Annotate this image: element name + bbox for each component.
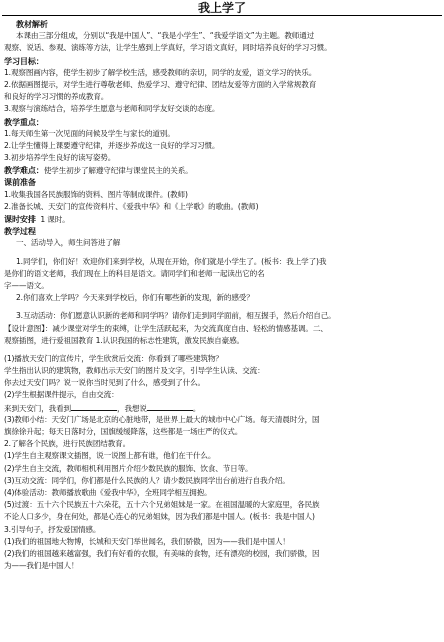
paragraph-line: 【设计意图】：减少课堂对学生的束缚，让学生活跃起来，为交流真度自由、轻松的情感基调。二、 [4, 323, 328, 333]
paragraph-line: (1)学生自主观察课文插图，说一说图上都有谁，他们在干什么。 [4, 451, 216, 461]
difficulty-line [4, 164, 440, 176]
goal-item-3: 3.观察与演练结合，培养学生愿意与老师和同学友好交谈的态度。 [4, 104, 220, 114]
paragraph-line: (5)过渡：五十六个民族五十六朵花，五十六个兄弟姐妹是一家。在祖国温暖的大家庭里，各民族 [4, 500, 320, 510]
key-point-3: 3.初步培养学生良好的读写姿势。 [4, 153, 116, 163]
document-body [4, 18, 440, 572]
paragraph-line: 1.同学们，你们好！欢迎你们来到学校，从现在开始，你们就是小学生了。(板书：我上学了)我 [16, 256, 327, 266]
prep-item-2: 2.准备长城、天安门的宣传资料片、《爱我中华》和《上学歌》的歌曲。(教师) [4, 201, 259, 211]
title-divider [2, 15, 442, 16]
paragraph-line: 观察、说话、参观、演练等方法，让学生感到上学真好，学习语文真好，同时培养良好的学习习惯。 [4, 43, 332, 53]
process-part-1: 一、活动导入，师生问答进了解 [16, 238, 121, 248]
goal-item-2-cont: 和良好的学习习惯的养成教育。 [4, 92, 109, 102]
fill-in-middle: ，我想说 [117, 403, 147, 413]
goal-item-1: 1.观察图画内容，使学生初步了解学校生活，感受教师的亲切，同学的友爱，语文学习的快乐。 [4, 67, 317, 77]
fill-in-sentence [4, 402, 440, 414]
fill-in-blank [147, 402, 193, 411]
fill-in-end: 。 [192, 403, 201, 413]
paragraph-line: 3.引导句子，抒发爱国情感。 [4, 524, 101, 534]
section-heading-key-points: 教学重点： [4, 116, 44, 127]
paragraph-line: 字——语文。 [4, 280, 49, 290]
paragraph-line: (2)学生自主交流，教师相机利用图片介绍少数民族的服饰、饮食、节日等。 [4, 463, 253, 473]
paragraph-line: 你去过天安门吗？说一说你当时见到了什么，感受到了什么。 [4, 378, 205, 388]
paragraph-line: 不论人口多少，身在何处，都是心连心的兄弟姐妹，因为我们都是中国人。(板书：我是中国人) [4, 512, 315, 522]
section-heading-analysis: 教材解析 [16, 19, 48, 29]
paragraph-line: (2)学生根据课件提示，自由交流： [4, 390, 119, 400]
paragraph-line: 2.你们喜欢上学吗？今天来到学校后，你们有哪些新的发现，新的感受？ [16, 293, 254, 303]
fill-in-prefix: 来到天安门，我看到 [4, 403, 71, 413]
section-heading-goals: 学习目标： [4, 55, 44, 66]
paragraph-line: 2.了解各个民族，进行民族团结教育。 [4, 439, 131, 449]
paragraph-line: (1)播放天安门的宣传片，学生欣赏后交流：你看到了哪些建筑物？ [4, 353, 223, 363]
paragraph-line: (1)我们的祖国地大物博，长城和天安门举世闻名，我们骄傲，因为——我们是中国人！ [4, 536, 290, 546]
paragraph-line: (3)互动交流：同学们，你们都是什么民族的人？请少数民族同学出台前进行自我介绍。 [4, 475, 290, 485]
section-heading-process: 教学过程 [4, 226, 36, 237]
prep-item-1: 1.收集我国各民族服饰的资料、图片等制成课件。(教师) [4, 189, 188, 199]
paragraph-line: 学生指出认识的建筑物，教师出示天安门的图片及文字，引导学生认读、交流： [4, 366, 265, 376]
key-point-2: 2.让学生懂得上课要遵守纪律，并逐步养成这一良好的学习习惯。 [4, 140, 220, 150]
paragraph-line: (2)我们的祖国越来越富强，我们有好看的衣服，有美味的食物，还有漂亮的校园，我们骄傲，因 [4, 548, 320, 558]
time-line [4, 213, 440, 225]
paragraph-line: 是你们的语文老师，我们现在上的科目是语文。请同学们和老师一起读出它的名 [4, 268, 265, 278]
fill-in-blank [71, 402, 117, 411]
page-title: 我上学了 [197, 1, 246, 15]
paragraph-line: (3)教师小结：天安门广场是北京的心脏地带，是世界上最大的城市中心广场。每天清晨时分，国 [4, 414, 320, 424]
time-text: 1 课时。 [40, 215, 70, 224]
section-heading-time: 课时安排 [4, 214, 36, 224]
paragraph-line: 旗徐徐升起；每天日落时分，国旗缓缓降落，这些都是一场庄严的仪式。 [4, 427, 243, 436]
paragraph-line: 3.互动活动：你们愿意认识新的老师和同学吗？请你们走到同学面前，相互握手，然后介绍自己。 [16, 311, 336, 321]
section-heading-difficulty: 教学难点： [4, 165, 44, 176]
paragraph-line: (4)体验活动：教师播放歌曲《爱我中华》，全班同学相互拥抱。 [4, 487, 212, 497]
difficulty-text: 使学生初步了解遵守纪律与课堂民主的关系。 [43, 166, 193, 176]
paragraph-line: 本课由三部分组成，分别以“我是中国人”、“我是小学生”、“我爱学语文”为主题。教师通过 [16, 31, 315, 41]
section-heading-preparation: 课前准备 [4, 177, 36, 188]
key-point-1: 1.每天师生第一次见面的问候及学生与家长的道别。 [4, 128, 175, 138]
paragraph-line: 观察插图，进行爱祖国教育 1.认识我国的标志性建筑，激发民族自豪感。 [4, 335, 244, 345]
paragraph-line: 为——我们是中国人！ [4, 561, 79, 571]
goal-item-2: 2.依据画图提示，对学生进行尊敬老师、热爱学习、遵守纪律、团结友爱等方面的入学常规教育 [4, 79, 317, 89]
